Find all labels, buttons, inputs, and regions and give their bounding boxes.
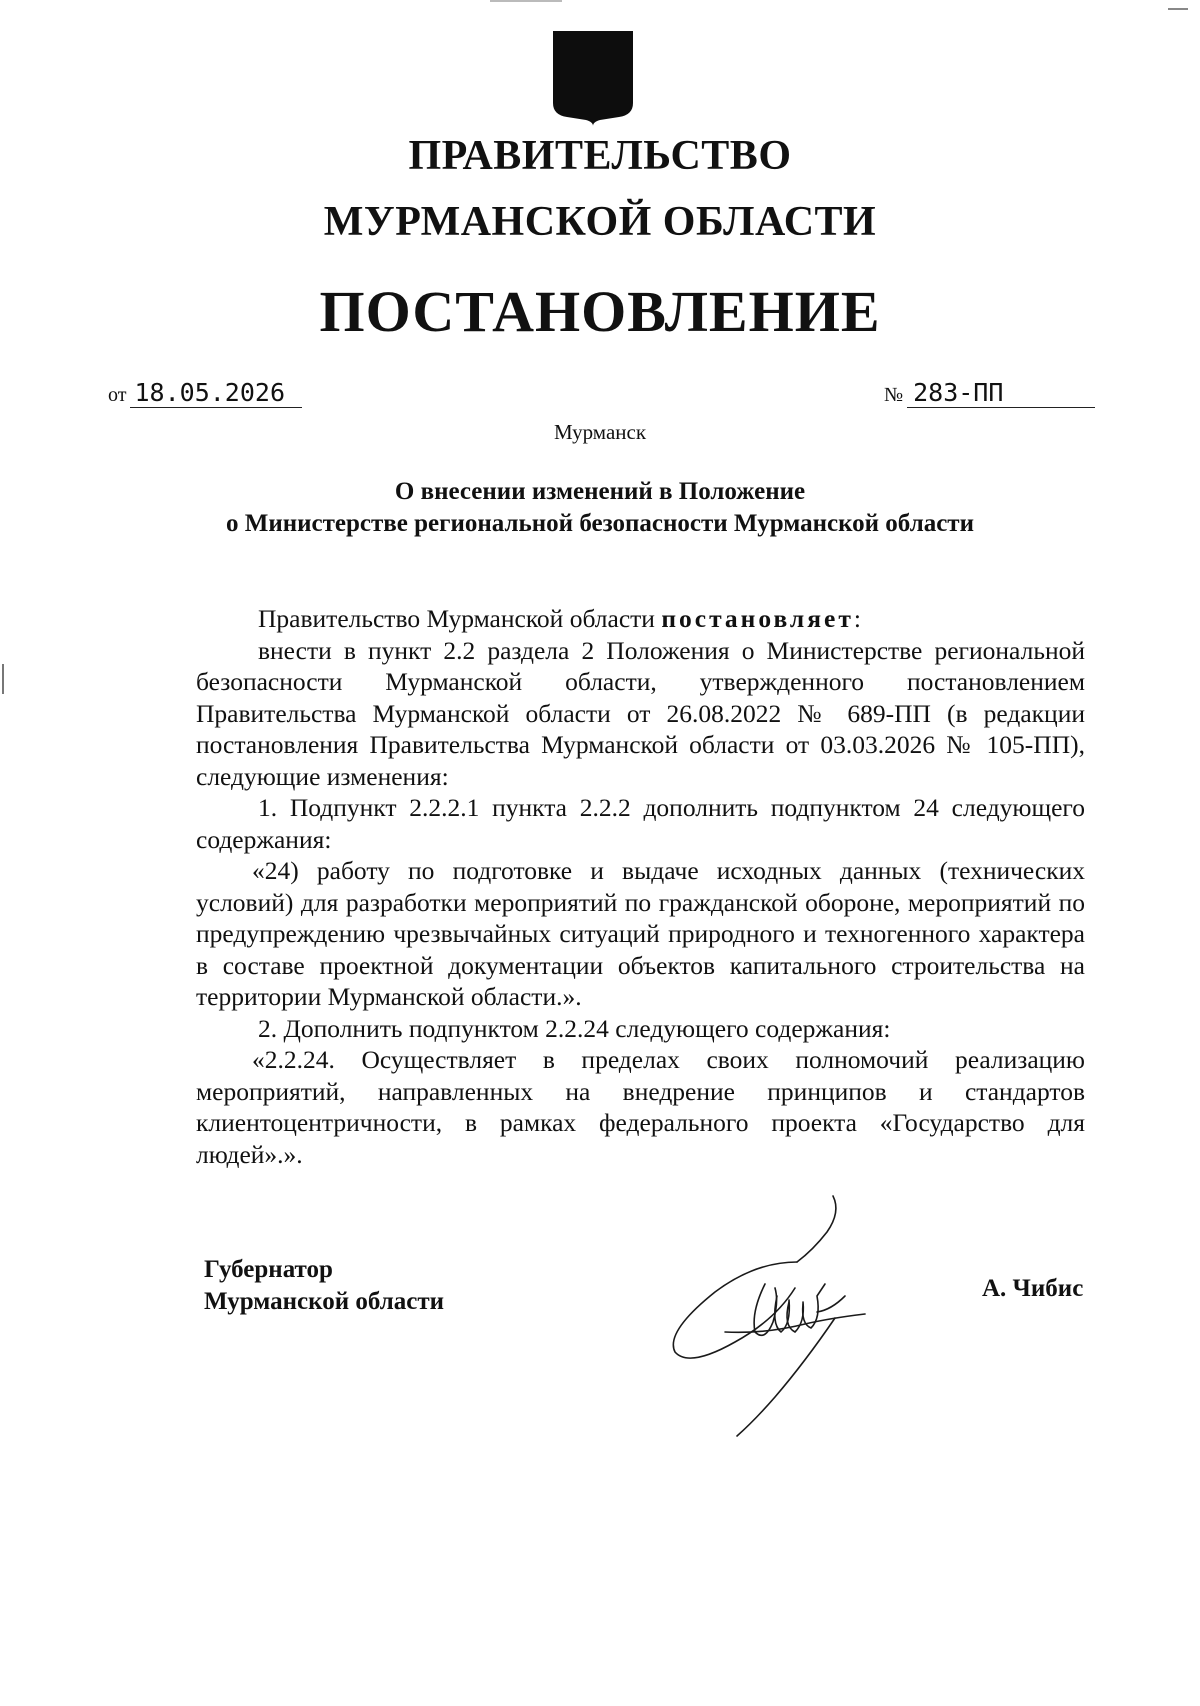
paragraph-3: «24) работу по подготовке и выдаче исходных данных (технических условий) для разработки мероприятий по гражданской обороне, мероприятий по предупреждению чрезвычайных ситуаций природного и техногенного характера в составе проектной документации объектов капитального строительства на территории Мурманской области.». [196,856,1085,1011]
signer-position-line2: Мурманской области [204,1288,445,1315]
signer-position-line1: Губернатор [204,1256,333,1283]
city-name: Мурманск [553,420,647,444]
intro-keyword: постановляет [661,604,854,633]
paragraph-4: 2. Дополнить подпунктом 2.2.24 следующего содержания: [258,1013,891,1043]
intro-text: Правительство Мурманской области [258,604,662,633]
scan-artifact-side [2,664,4,694]
subject-line1: О внесении изменений в Положение [394,478,806,505]
org-name-line1: ПРАВИТЕЛЬСТВО [408,133,792,179]
coat-of-arms-icon [553,31,633,126]
document-number [884,378,1095,408]
paragraph-1: внести в пункт 2.2 раздела 2 Положения о Министерстве региональной безопасности Мурманской области, утвержденного постановлением Правительства Мурманской области от 26.08.2022 № 689-ПП (в редакции постановления Правительства Мурманской области от 03.03.2026 № 105-ПП), следующие изменения: [196,635,1085,791]
intro-paragraph [196,603,1085,635]
paragraph-5: «2.2.24. Осуществляет в пределах своих полномочий реализацию мероприятий, направленных на внедрение принципов и стандартов клиентоцентричности, в рамках федерального проекта «Государство для людей».». [196,1045,1085,1169]
document-body [196,603,1085,1170]
scan-artifact-corner [1168,8,1188,10]
date-value: 18.05.2026 [130,378,302,408]
date-prefix: от [108,384,127,406]
subject-line2: о Министерстве региональной безопасности Мурманской области [225,510,974,537]
number-value: 283-ПП [907,378,1095,408]
handwritten-signature [655,1192,885,1437]
document-type-title: ПОСТАНОВЛЕНИЕ [319,279,881,344]
signer-name: А. Чибис [982,1275,1084,1302]
document-date [108,378,302,408]
scan-artifact-top [490,0,562,2]
number-prefix: № [884,384,904,406]
intro-colon: : [853,604,861,633]
signer-position [204,1254,444,1318]
org-name-line2: МУРМАНСКОЙ ОБЛАСТИ [323,199,877,245]
paragraph-2: 1. Подпункт 2.2.2.1 пункта 2.2.2 дополнить подпунктом 24 следующего содержания: [196,793,1085,854]
